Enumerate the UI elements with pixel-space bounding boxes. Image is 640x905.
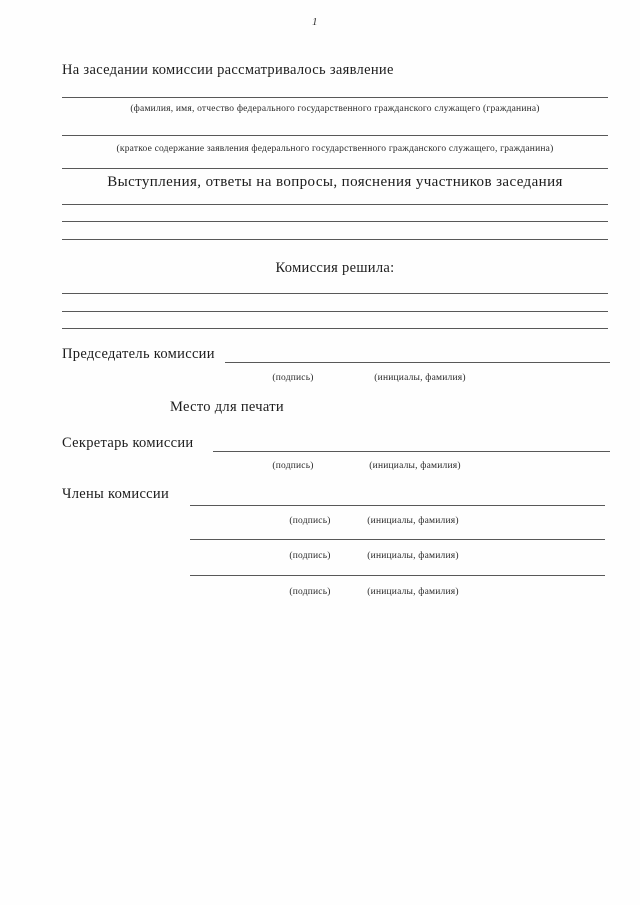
chairman-label: Председатель комиссии [62, 346, 215, 362]
initials-caption: (инициалы, фамилия) [369, 461, 461, 471]
initials-caption: (инициалы, фамилия) [367, 587, 459, 597]
heading-statements: Выступления, ответы на вопросы, пояснения участников заседания [107, 174, 563, 190]
initials-caption: (инициалы, фамилия) [367, 551, 459, 561]
fill-line [62, 293, 608, 294]
fill-line [62, 135, 608, 136]
initials-caption: (инициалы, фамилия) [367, 516, 459, 526]
stamp-label: Место для печати [170, 399, 284, 415]
members-label: Члены комиссии [62, 486, 170, 502]
caption-summary: (краткое содержание заявления федерального государственного гражданского служащего, гражданина) [116, 144, 554, 154]
signature-caption: (подпись) [289, 587, 331, 597]
fill-line [62, 239, 608, 240]
signature-caption: (подпись) [272, 461, 314, 471]
page-number: 1 [312, 16, 318, 28]
member-signature-line [190, 539, 605, 540]
secretary-label: Секретарь комиссии [62, 435, 194, 451]
chairman-signature-line [225, 362, 610, 363]
member-signature-line [190, 575, 605, 576]
fill-line [62, 204, 608, 205]
secretary-signature-line [213, 451, 610, 452]
heading-decision: Комиссия решила: [275, 260, 395, 276]
fill-line [62, 328, 608, 329]
fill-line [62, 97, 608, 98]
initials-caption: (инициалы, фамилия) [374, 373, 466, 383]
fill-line [62, 168, 608, 169]
intro-text: На заседании комиссии рассматривалось заявление [62, 62, 394, 78]
fill-line [62, 311, 608, 312]
fill-line [62, 221, 608, 222]
caption-name: (фамилия, имя, отчество федерального государственного гражданского служащего (гражданина) [130, 104, 540, 114]
signature-caption: (подпись) [289, 551, 331, 561]
signature-caption: (подпись) [289, 516, 331, 526]
signature-caption: (подпись) [272, 373, 314, 383]
member-signature-line [190, 505, 605, 506]
